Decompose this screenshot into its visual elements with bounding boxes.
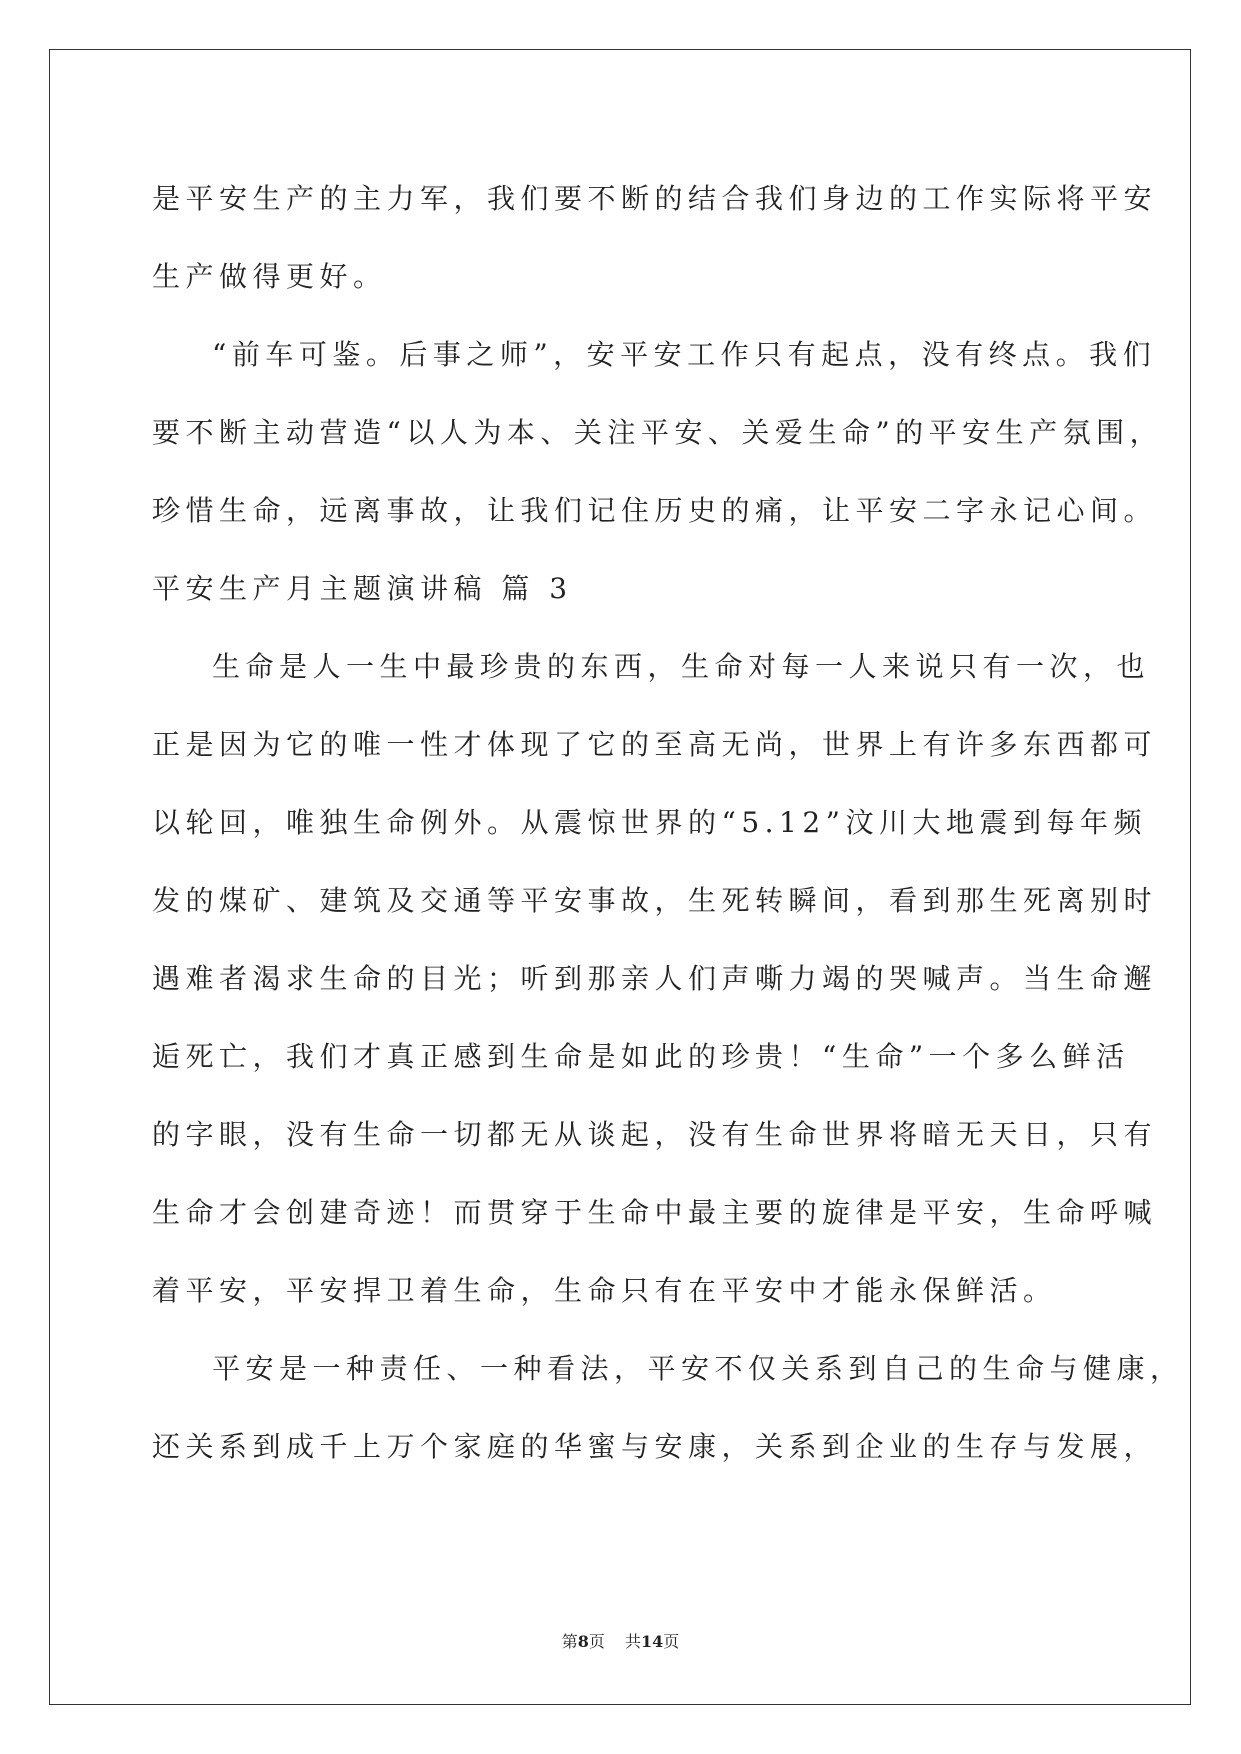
document-body: [152, 160, 1184, 1486]
text-line: 平安是一种责任、一种看法，平安不仅关系到自己的生命与健康，: [212, 1352, 1184, 1385]
section-heading: [152, 550, 1102, 628]
text-line: 生产做得更好。: [152, 260, 387, 293]
paragraph: [152, 1330, 1184, 1486]
paragraph: [152, 316, 1164, 550]
page-label-suffix: 页: [588, 1632, 605, 1651]
text-line: 生命才会创建奇迹！而贯穿于生命中最主要的旋律是平安，生命呼喊: [152, 1196, 1158, 1229]
text-line: 遇难者渴求生命的目光；听到那亲人们声嘶力竭的哭喊声。当生命邂: [152, 962, 1158, 995]
text-line: 还关系到成千上万个家庭的华蜜与安康，关系到企业的生存与发展，: [152, 1430, 1158, 1463]
text-line: 以轮回，唯独生命例外。从震惊世界的“5.12”汶川大地震到每年频: [152, 806, 1147, 839]
text-line: 着平安，平安捍卫着生命，生命只有在平安中才能永保鲜活。: [152, 1274, 1057, 1307]
text-line: 逅死亡，我们才真正感到生命是如此的珍贵！“生命”一个多么鲜活: [152, 1040, 1130, 1073]
page-label-prefix: 第: [561, 1632, 578, 1651]
text-line: 的字眼，没有生命一切都无从谈起，没有生命世界将暗无天日，只有: [152, 1118, 1158, 1151]
total-pages: 14: [640, 1632, 664, 1651]
text-line: 正是因为它的唯一性才体现了它的至高无尚，世界上有许多东西都可: [152, 728, 1158, 761]
page-number: 8: [577, 1632, 589, 1651]
text-line: 生命是人一生中最珍贵的东西，生命对每一人来说只有一次，也: [212, 650, 1151, 683]
page-footer: [0, 1629, 1241, 1652]
text-line: 是平安生产的主力军，我们要不断的结合我们身边的工作实际将平安: [152, 182, 1158, 215]
total-label-prefix: 共: [624, 1632, 641, 1651]
text-line: 珍惜生命，远离事故，让我们记住历史的痛，让平安二字永记心间。: [152, 494, 1158, 527]
heading-text: 平安生产月主题演讲稿 篇 3: [152, 572, 573, 605]
text-line: “前车可鉴。后事之师”，安平安工作只有起点，没有终点。我们: [212, 338, 1157, 371]
text-line: 要不断主动营造“以人为本、关注平安、关爱生命”的平安生产氛围，: [152, 416, 1164, 449]
total-label-suffix: 页: [663, 1632, 680, 1651]
text-line: 发的煤矿、建筑及交通等平安事故，生死转瞬间，看到那生死离别时: [152, 884, 1158, 917]
paragraph: [152, 628, 1158, 1330]
paragraph: [152, 160, 1158, 316]
